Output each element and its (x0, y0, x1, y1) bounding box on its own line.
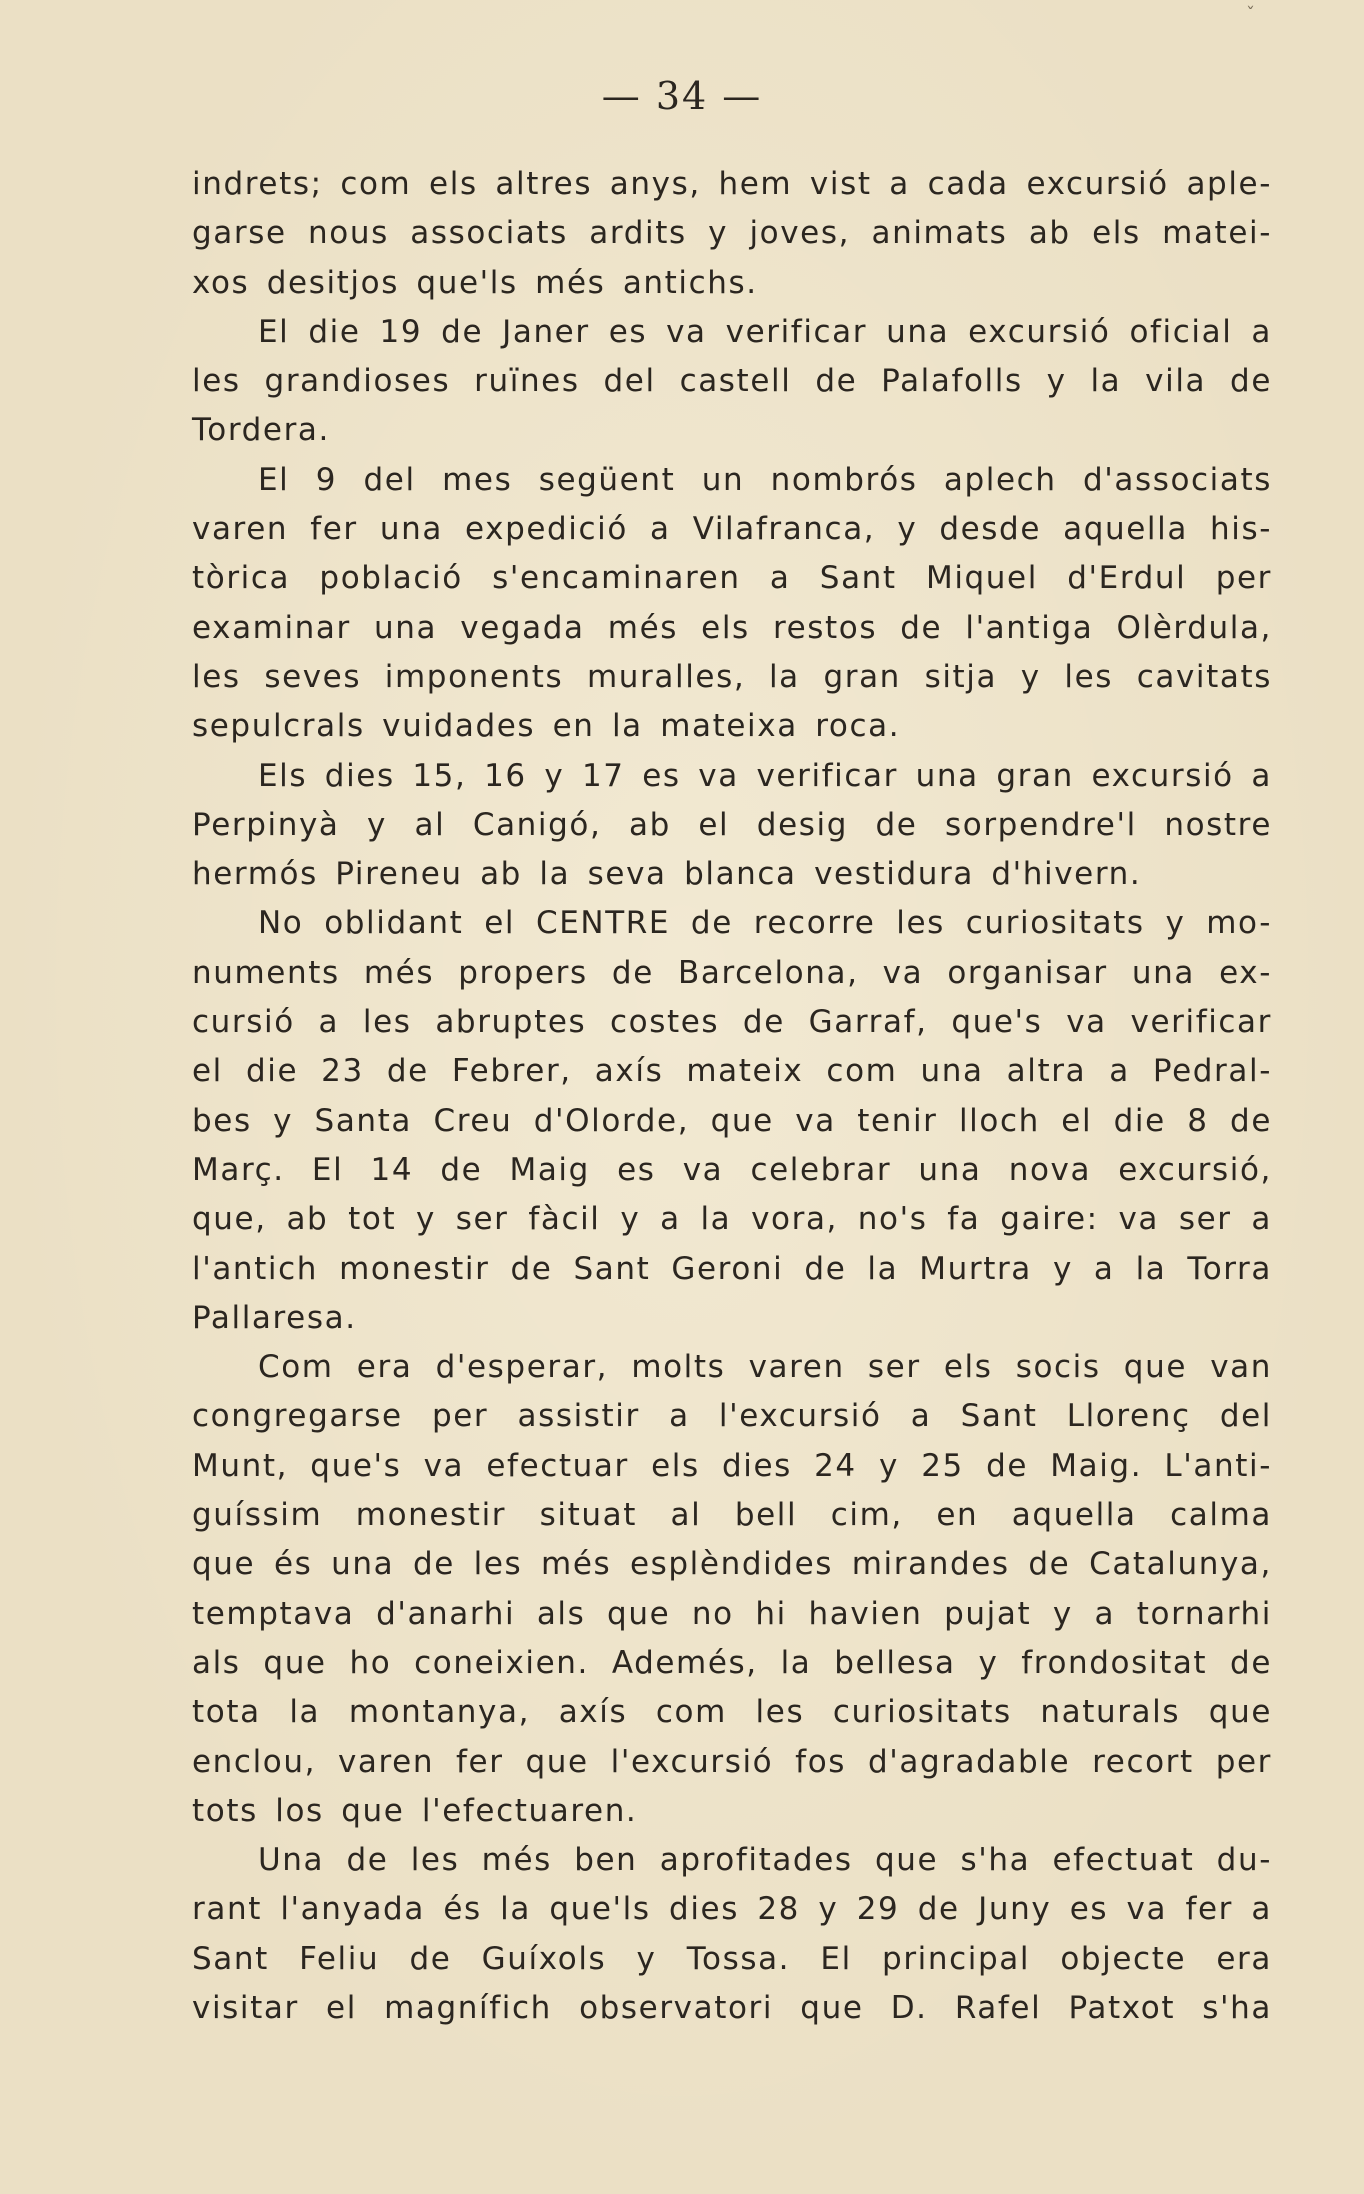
text-line: visitar el magnífich observatori que D. Rafel Patxot s'ha (192, 1989, 1272, 2026)
text-line: congregarse per assistir a l'excursió a Sant Llorenç del (192, 1398, 1272, 1435)
text-line: les grandioses ruïnes del castell de Palafolls y la vila de (192, 363, 1272, 400)
text-line: que és una de les més esplèndides mirandes de Catalunya, (192, 1546, 1272, 1583)
text-line: garse nous associats ardits y joves, animats ab els matei- (192, 215, 1272, 252)
text-line: que, ab tot y ser fàcil y a la vora, no's fa gaire: va ser a (192, 1201, 1272, 1238)
text-line: tots los que l'efectuaren. (192, 1792, 638, 1829)
text-line: tota la montanya, axís com les curiositats naturals que (192, 1694, 1272, 1731)
text-line: Tordera. (192, 412, 330, 449)
text-line: Com era d'esperar, molts varen ser els socis que van (258, 1349, 1272, 1386)
text-line: als que ho coneixien. Ademés, la bellesa y frondositat de (192, 1644, 1272, 1681)
text-line: les seves imponents muralles, la gran sitja y les cavitats (192, 658, 1272, 695)
text-line: El 9 del mes següent un nombrós aplech d'associats (258, 461, 1272, 498)
text-line: No oblidant el CENTRE de recorre les curiositats y mo- (258, 905, 1272, 942)
text-line: Pallaresa. (192, 1299, 357, 1336)
text-line: el die 23 de Febrer, axís mateix com una altra a Pedral- (192, 1053, 1272, 1090)
text-line: tòrica població s'encaminaren a Sant Miquel d'Erdul per (192, 560, 1272, 597)
text-line: rant l'anyada és la que'ls dies 28 y 29 de Juny es va fer a (192, 1891, 1272, 1928)
text-line: xos desitjos que'ls més antichs. (192, 264, 758, 301)
page-number: — 34 — (601, 74, 763, 118)
text-line: bes y Santa Creu d'Olorde, que va tenir lloch el die 8 de (192, 1102, 1272, 1139)
text-line: Perpinyà y al Canigó, ab el desig de sorpendre'l nostre (192, 806, 1272, 843)
text-line: El die 19 de Janer es va verificar una excursió oficial a (258, 313, 1272, 350)
text-line: cursió a les abruptes costes de Garraf, que's va verificar (192, 1004, 1272, 1041)
text-line: varen fer una expedició a Vilafranca, y desde aquella his- (192, 511, 1272, 548)
text-line: guíssim monestir situat al bell cim, en aquella calma (192, 1497, 1272, 1534)
text-line: Sant Feliu de Guíxols y Tossa. El principal objecte era (192, 1940, 1272, 1977)
text-line: Març. El 14 de Maig es va celebrar una nova excursió, (192, 1151, 1272, 1188)
text-line: numents més propers de Barcelona, va organisar una ex- (192, 954, 1272, 991)
body-text (192, 160, 1272, 2033)
text-line: Els dies 15, 16 y 17 es va verificar una gran excursió a (258, 757, 1272, 794)
text-line: enclou, varen fer que l'excursió fos d'agradable recort per (192, 1743, 1272, 1780)
text-line: temptava d'anarhi als que no hi havien pujat y a tornarhi (192, 1595, 1272, 1632)
text-line: l'antich monestir de Sant Geroni de la Murtra y a la Torra (192, 1250, 1272, 1287)
text-line: sepulcrals vuidades en la mateixa roca. (192, 708, 901, 745)
text-line: Una de les més ben aprofitades que s'ha efectuat du- (258, 1842, 1272, 1879)
text-line: examinar una vegada més els restos de l'antiga Olèrdula, (192, 609, 1272, 646)
text-line: indrets; com els altres anys, hem vist a cada excursió aple- (192, 166, 1272, 202)
text-line: Munt, que's va efectuar els dies 24 y 25 de Maig. L'anti- (192, 1447, 1272, 1484)
corner-mark: ˇ (1246, 4, 1255, 25)
text-line: hermós Pireneu ab la seva blanca vestidura d'hivern. (192, 856, 1142, 893)
